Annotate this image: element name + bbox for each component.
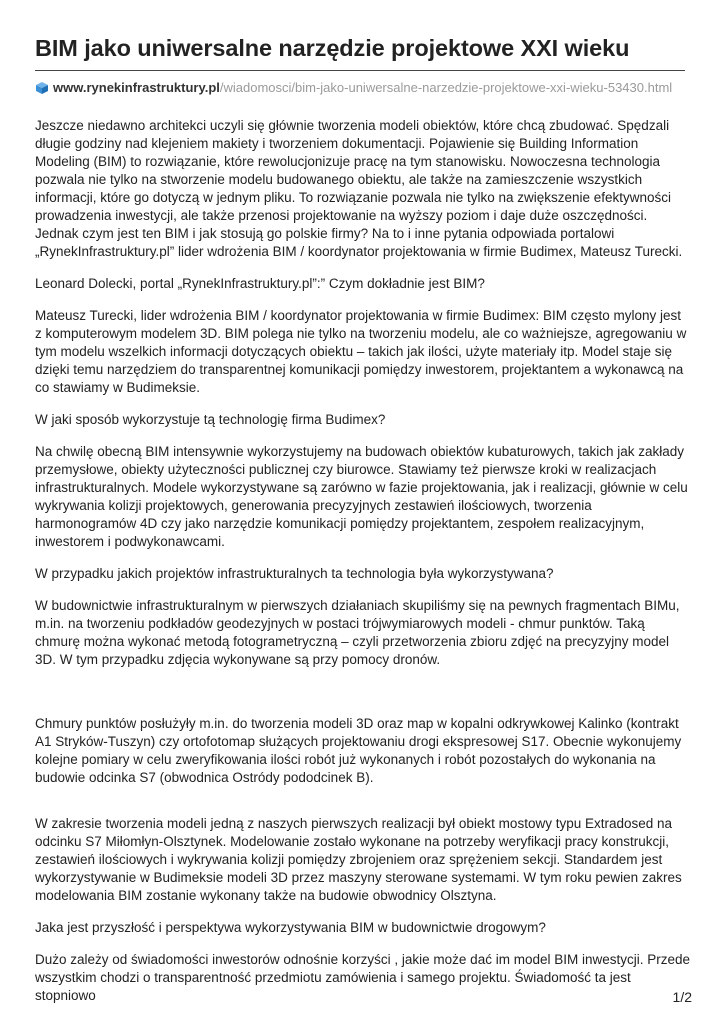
paragraph: W zakresie tworzenia modeli jedną z naszych pierwszych realizacji był obiekt mostowy typu Extradosed na odcinku S7 Miłomłyn-Olsztynek. Modelowanie zostało wykonane na potrzeby weryfikacji pracy konstrukcji, zestawień ilościowych i wykrywania kolizji pomiędzy zbrojeniem oraz sprężeniem sekcji. Standardem jest wykorzystywanie w Budimeksie modeli 3D przez maszyny sterowane systemami. W tym roku pewien zakres modelowania BIM zostanie wykonany także na budowie obwodnicy Olsztyna.	[35, 816, 682, 903]
source-path[interactable]: /wiadomosci/bim-jako-uniwersalne-narzedzie-projektowe-xxi-wieku-53430.html	[219, 80, 673, 95]
paragraph: W przypadku jakich projektów infrastrukturalnych ta technologia była wykorzystywana?	[35, 566, 554, 581]
cube-icon	[35, 81, 49, 95]
title-divider	[35, 70, 685, 71]
paragraph: Jaka jest przyszłość i perspektywa wykorzystywania BIM w budownictwie drogowym?	[35, 920, 546, 935]
paragraph: Chmury punktów posłużyły m.in. do tworzenia modeli 3D oraz map w kopalni odkrywkowej Kalinko (kontrakt A1 Stryków-Tuszyn) czy ortofotomap służących projektowaniu drogi ekspresowej S17. Obecnie wykonujemy kolejne pomiary w celu zweryfikowania ilości robót już wykonanych i robót pozostałych do wykonania na budowie odcinka S7 (obwodnica Ostródy pododcinek B).	[35, 716, 682, 785]
page-number: 1/2	[672, 989, 692, 1005]
paragraph: Leonard Dolecki, portal „RynekInfrastruktury.pl”:” Czym dokładnie jest BIM?	[35, 276, 485, 291]
paragraph: W jaki sposób wykorzystuje tą technologię firma Budimex?	[35, 412, 386, 427]
source-domain[interactable]: www.rynekinfrastruktury.pl	[53, 80, 220, 95]
paragraph: W budownictwie infrastrukturalnym w pierwszych działaniach skupiliśmy się na pewnych fragmentach BIMu, m.in. na tworzeniu podkładów geodezyjnych w postaci trójwymiarowych modeli - chmur punktów. Taką chmurę można wykonać metodą fotogrametryczną – czyli przetworzenia zbioru zdjęć na precyzyjny model 3D. W tym przypadku zdjęcia wykonywane są przy pomocy dronów.	[35, 598, 680, 667]
article-body	[35, 117, 690, 1019]
source-url[interactable]	[35, 80, 672, 95]
paragraph: Na chwilę obecną BIM intensywnie wykorzystujemy na budowach obiektów kubaturowych, takich jak zakłady przemysłowe, obiekty użyteczności publicznej czy biurowce. Stawiamy też pierwsze kroki w realizacjach infrastrukturalnych. Modele wykorzystywane są zarówno w fazie projektowania, jak i realizacji, głównie w celu wykrywania kolizji projektowych, generowania precyzyjnych zestawień ilościowych, tworzenia harmonogramów 4D czy jako narzędzie komunikacji pomiędzy projektantem, zespołem realizacyjnym, inwestorem i podwykonawcami.	[35, 444, 688, 549]
page-title: BIM jako uniwersalne narzędzie projektowe XXI wieku	[35, 35, 630, 61]
paragraph: Jeszcze niedawno architekci uczyli się głównie tworzenia modeli obiektów, które chcą zbudować. Spędzali długie godziny nad klejeniem makiety i tworzeniem dokumentacji. Pojawienie się Building Information Modeling (BIM) to rozwiązanie, które rewolucjonizuje pracę na tym stanowisku. Nowoczesna technologia pozwala nie tylko na stworzenie modelu budowanego obiektu, ale także na zamieszczenie wszystkich informacji, które go dotyczą w jednym pliku. To rozwiązanie pozwala nie tylko na zwiększenie efektywności prowadzenia inwestycji, ale także przenosi projektowanie na wyższy poziom i daje duże oszczędności. Jednak czym jest ten BIM i jak stosują go polskie firmy? Na to i inne pytania odpowiada portalowi „RynekInfrastruktury.pl” lider wdrożenia BIM / koordynator projektowania w firmie Budimex, Mateusz Turecki.	[35, 118, 683, 259]
paragraph: Mateusz Turecki, lider wdrożenia BIM / koordynator projektowania w firmie Budimex: BIM często mylony jest z komputerowym modelem 3D. BIM polega nie tylko na tworzeniu modelu, ale co ważniejsze, agregowaniu w tym modelu wszelkich informacji dotyczących obiektu – takich jak ilości, użyte materiały itp. Model staje się dzięki temu narzędziem do transparentnej komunikacji pomiędzy inwestorem, projektantem a wykonawcą na co stawiamy w Budimeksie.	[35, 308, 687, 395]
paragraph: Dużo zależy od świadomości inwestorów odnośnie korzyści , jakie może dać im model BIM inwestycji. Przede wszystkim chodzi o transparentność przedmiotu zamówienia i samego projektu. Świadomość ta jest stopniowo	[35, 952, 691, 1003]
